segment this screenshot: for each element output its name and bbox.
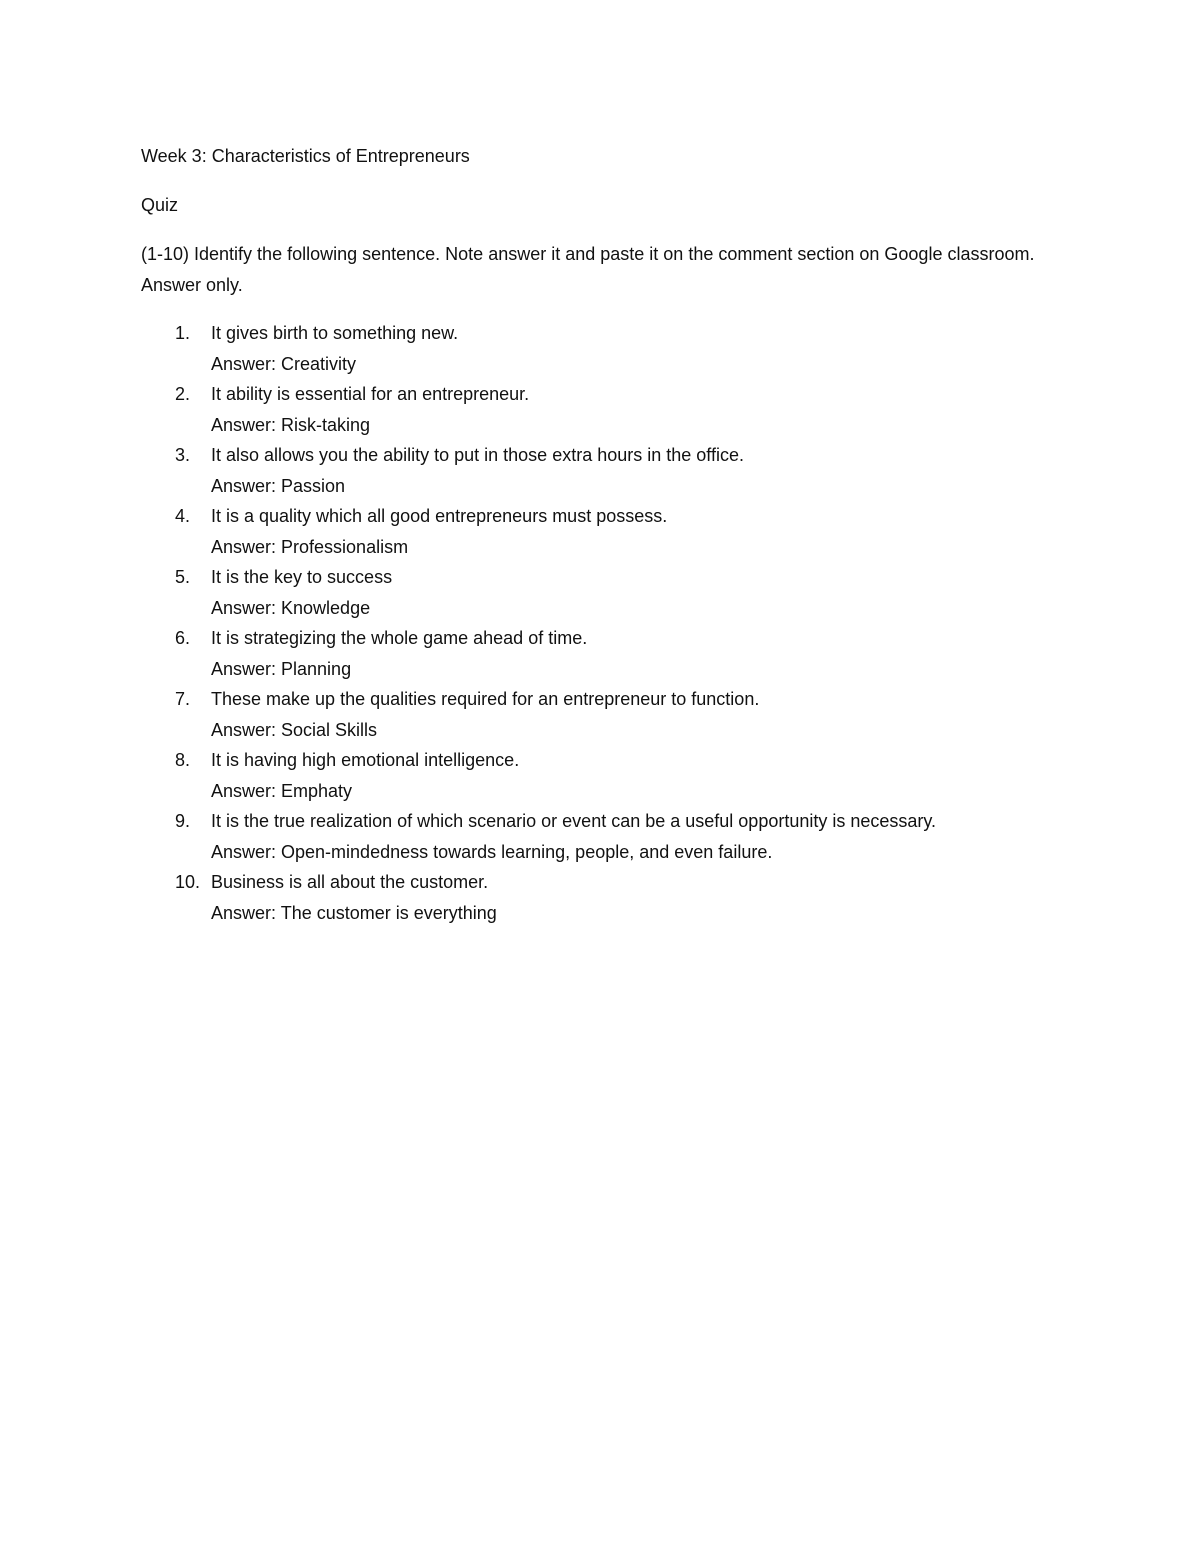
item-question: It ability is essential for an entrepreneur. xyxy=(211,384,530,404)
item-question: It also allows you the ability to put in those extra hours in the office. xyxy=(211,445,744,465)
item-number: 5. xyxy=(175,567,191,587)
quiz-instructions: (1-10) Identify the following sentence. Note answer it and paste it on the comment section on Google classroom. Answer only. xyxy=(141,244,1035,295)
item-number: 4. xyxy=(175,506,191,526)
quiz-item xyxy=(141,623,1061,684)
item-answer: Answer: Social Skills xyxy=(211,719,378,740)
item-answer: Answer: Planning xyxy=(211,658,352,679)
document-content xyxy=(141,141,1061,928)
document-subtitle: Quiz xyxy=(141,195,179,215)
quiz-list xyxy=(141,318,1061,928)
item-answer: Answer: Passion xyxy=(211,475,346,496)
item-question: It is the true realization of which scenario or event can be a useful opportunity is necessary. xyxy=(211,811,937,831)
item-number: 10. xyxy=(175,872,201,892)
item-question: It is having high emotional intelligence. xyxy=(211,750,520,770)
item-question: It is the key to success xyxy=(211,567,393,587)
item-number: 6. xyxy=(175,628,191,648)
quiz-item xyxy=(141,867,1061,928)
item-question: Business is all about the customer. xyxy=(211,872,489,892)
quiz-item xyxy=(141,562,1061,623)
item-answer: Answer: Creativity xyxy=(211,353,357,374)
item-answer: Answer: Professionalism xyxy=(211,536,409,557)
item-number: 7. xyxy=(175,689,191,709)
quiz-item xyxy=(141,684,1061,745)
item-question: It is strategizing the whole game ahead of time. xyxy=(211,628,588,648)
quiz-item xyxy=(141,379,1061,440)
quiz-item xyxy=(141,318,1061,379)
item-answer: Answer: Emphaty xyxy=(211,780,353,801)
item-number: 1. xyxy=(175,323,191,343)
item-number: 8. xyxy=(175,750,191,770)
item-answer: Answer: Risk-taking xyxy=(211,414,371,435)
document-title: Week 3: Characteristics of Entrepreneurs xyxy=(141,146,470,166)
item-question: It gives birth to something new. xyxy=(211,323,459,343)
item-answer: Answer: Knowledge xyxy=(211,597,371,618)
item-number: 3. xyxy=(175,445,191,465)
quiz-item xyxy=(141,745,1061,806)
quiz-item xyxy=(141,806,1061,867)
item-question: It is a quality which all good entrepreneurs must possess. xyxy=(211,506,668,526)
quiz-item xyxy=(141,501,1061,562)
item-number: 2. xyxy=(175,384,191,404)
item-answer: Answer: The customer is everything xyxy=(211,902,497,923)
quiz-item xyxy=(141,440,1061,501)
item-question: These make up the qualities required for an entrepreneur to function. xyxy=(211,689,760,709)
item-answer: Answer: Open-mindedness towards learning, people, and even failure. xyxy=(211,841,773,862)
item-number: 9. xyxy=(175,811,191,831)
